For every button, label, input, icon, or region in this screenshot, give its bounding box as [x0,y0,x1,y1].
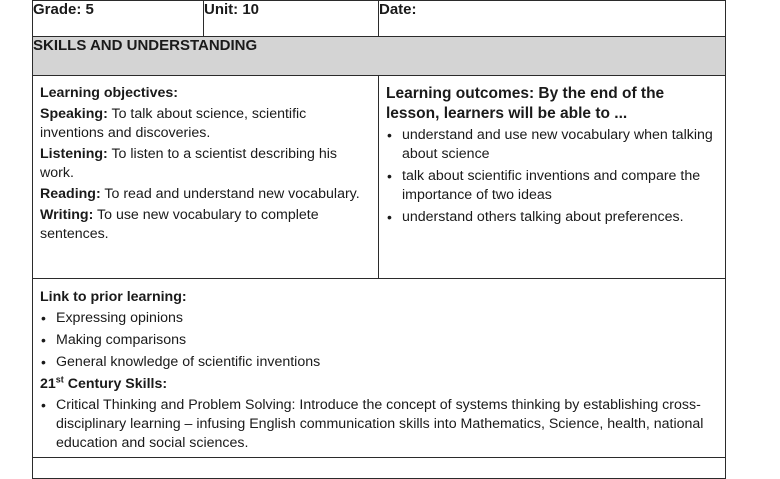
list-item: • understand and use new vocabulary when talking about science [386,126,718,164]
century-skills-list [40,396,718,453]
objectives-cell [33,76,379,279]
prior-learning-list [40,309,718,372]
objective-label: Writing: [40,207,94,223]
objective-label: Listening: [40,146,108,162]
objective-label: Reading: [40,186,101,202]
prior-learning-row [33,279,726,458]
list-item: • Expressing opinions [40,309,718,328]
unit-label: Unit: 10 [204,1,260,18]
list-item: • talk about scientific inventions and compare the importance of two ideas [386,167,718,205]
outcomes-cell [379,76,726,279]
century-skills-suffix: st [55,374,64,385]
prior-learning-title: Link to prior learning: [40,289,187,305]
objective-text: To talk about science, scientific inventions and discoveries. [40,106,307,141]
date-cell[interactable] [379,1,726,37]
outcomes-title: Learning outcomes: By the end of the lesson, learners will be able to ... [386,85,665,122]
unit-cell [204,1,379,37]
century-skills-title [40,375,718,394]
list-item: • Making comparisons [40,331,718,350]
objective-text: To listen to a scientist describing his work. [40,146,337,181]
objective-listening [40,145,371,183]
objective-writing [40,206,371,244]
prior-learning-cell [33,279,726,458]
next-row-stub [33,458,726,479]
objectives-row [33,76,726,279]
objective-reading [40,185,371,204]
lesson-plan-table [32,0,726,479]
objective-label: Speaking: [40,106,108,122]
grade-label: Grade: 5 [33,1,94,18]
list-item: • General knowledge of scientific inventions [40,353,718,372]
objectives-title: Learning objectives: [40,85,178,101]
date-label: Date: [379,1,417,18]
objective-speaking [40,105,371,143]
section-band-row [33,37,726,76]
century-skills-label: Century Skills: [63,376,168,392]
outcomes-list [386,126,718,227]
objective-text: To use new vocabulary to complete sentences. [40,207,319,242]
header-row [33,1,726,37]
grade-cell [33,1,204,37]
section-title: SKILLS AND UNDERSTANDING [33,37,726,76]
next-row-cell [33,458,726,479]
list-item: • understand others talking about preferences. [386,208,718,227]
century-skills-number: 21 [40,376,56,392]
objective-text: To read and understand new vocabulary. [100,186,360,202]
list-item: • Critical Thinking and Problem Solving: Introduce the concept of systems thinking by establishing cross-disciplinary learning – infusing English communication skills into Mathematics, Science, health, national education and social sciences. [40,396,718,453]
